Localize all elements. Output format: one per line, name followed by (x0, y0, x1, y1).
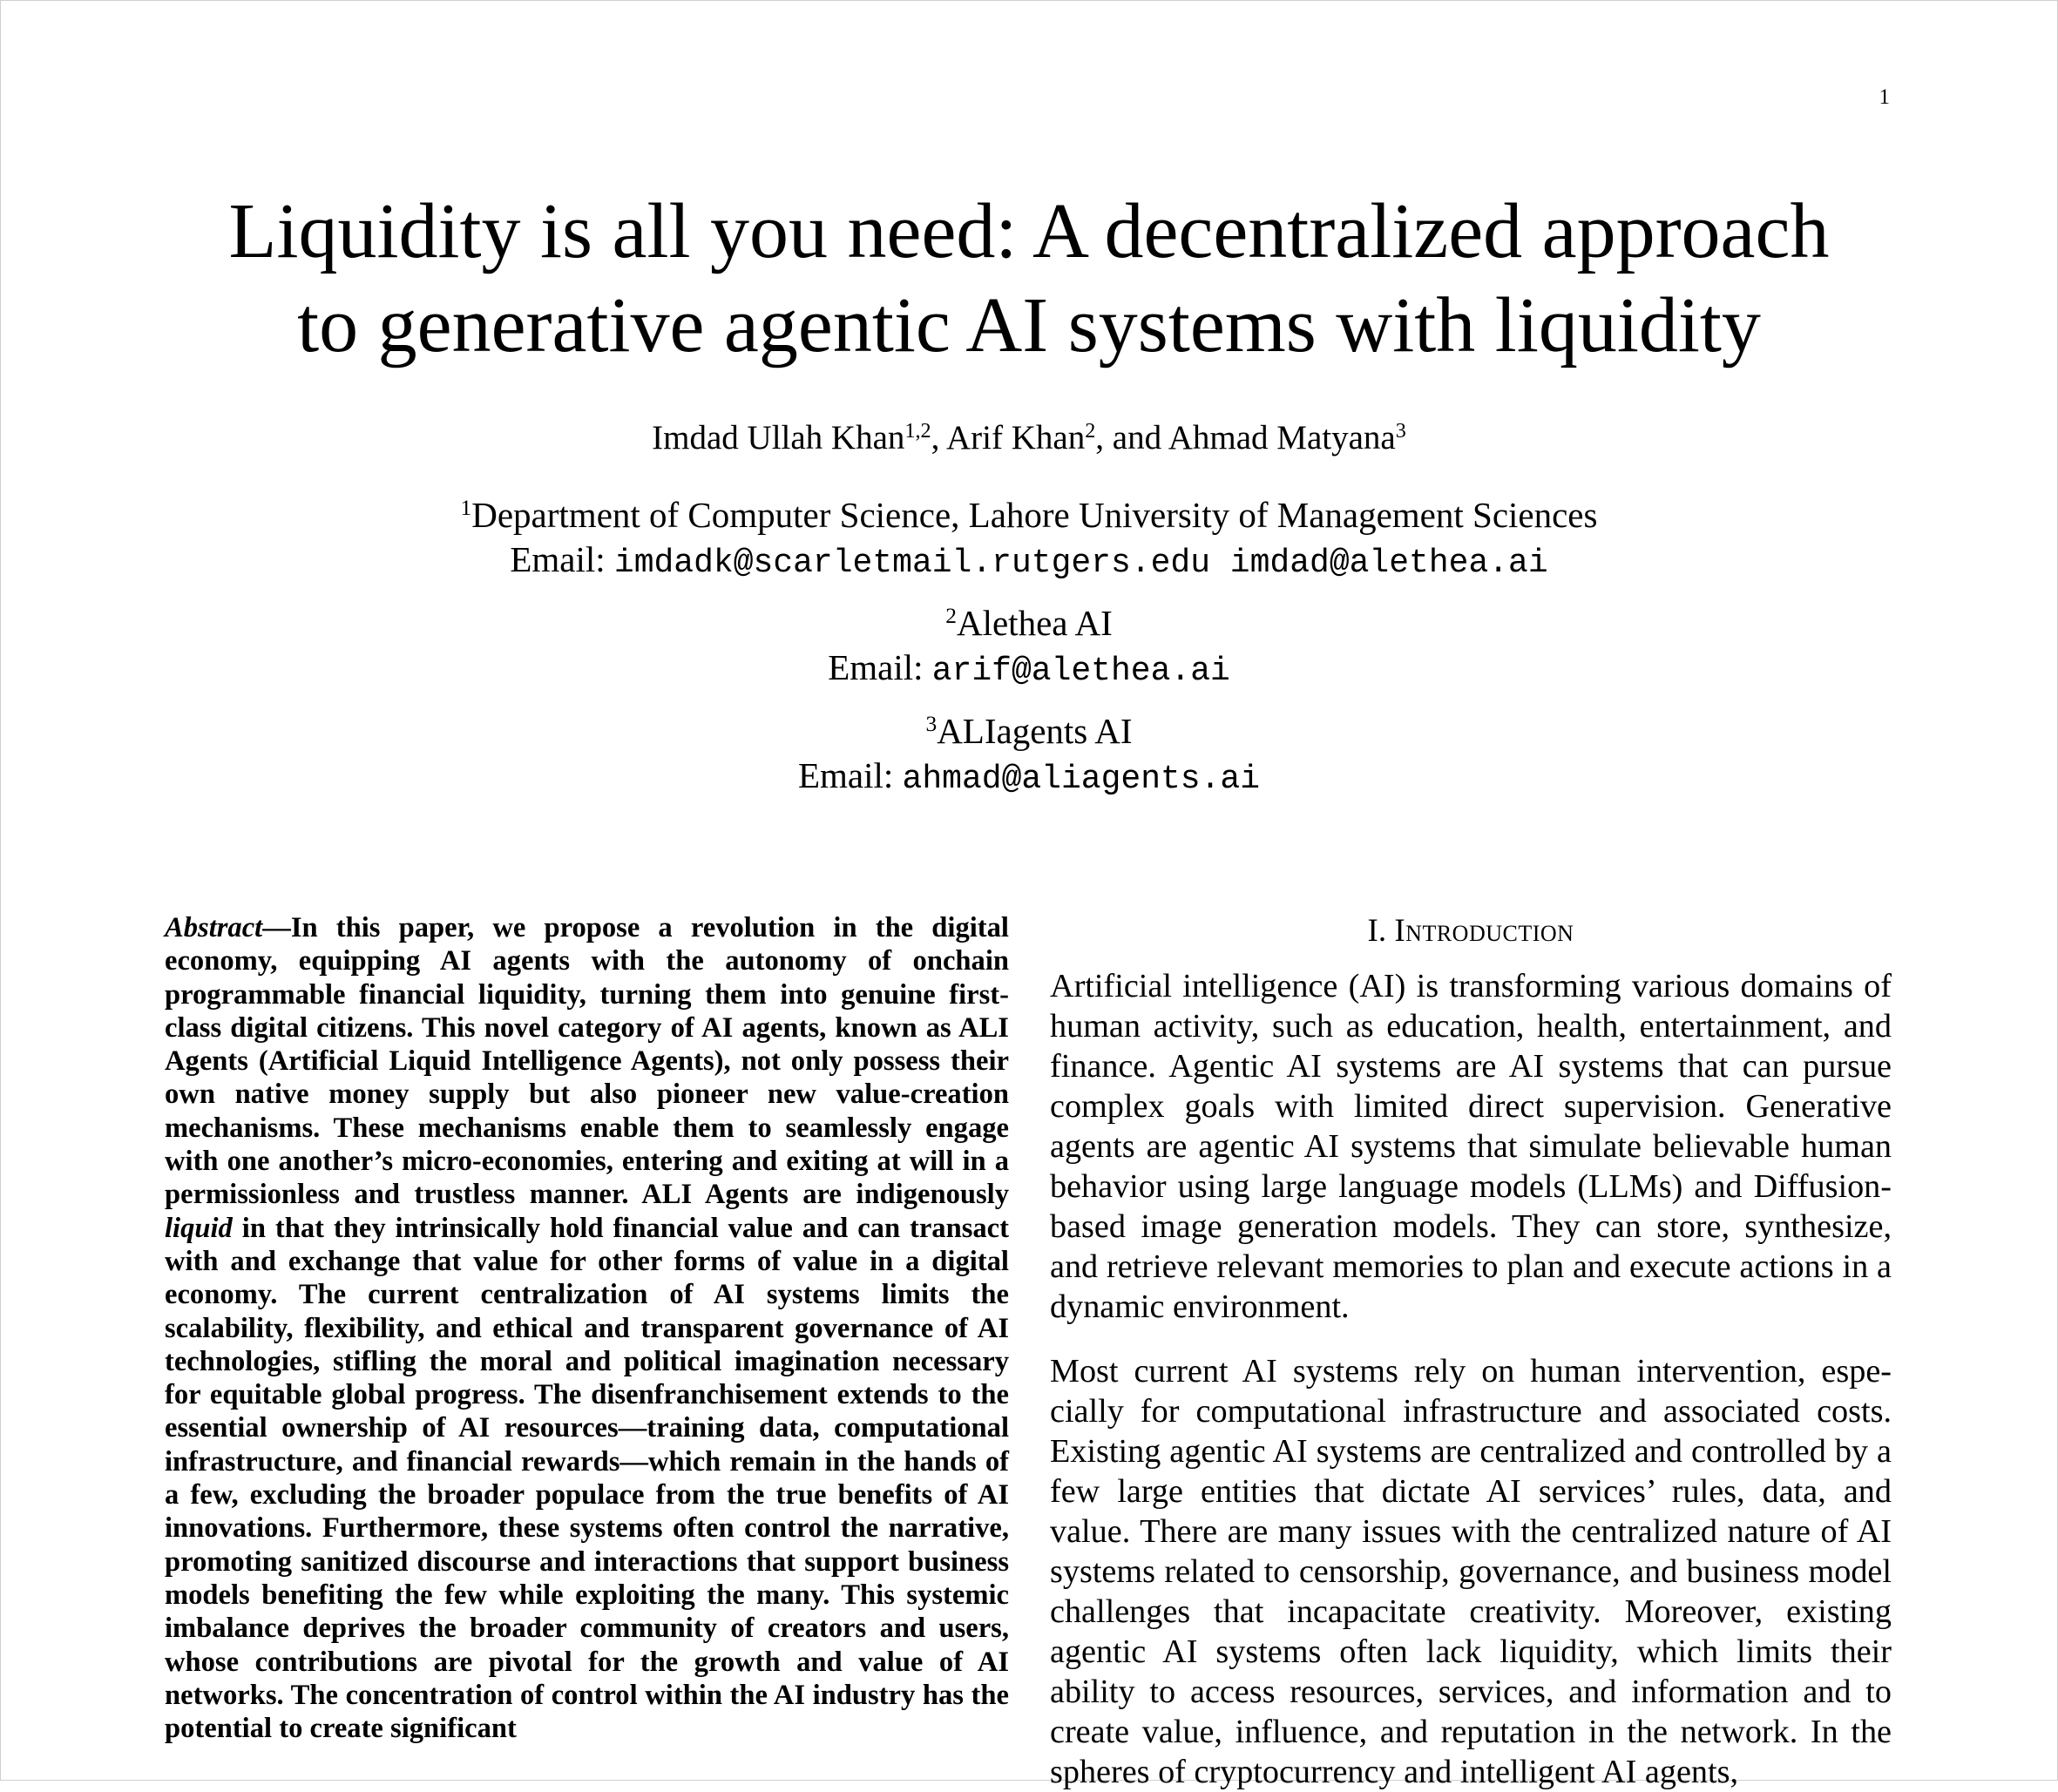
author-affiliation-marker: 2 (1085, 418, 1096, 443)
affiliation-email-line (0, 538, 2058, 585)
section-heading-introduction (1050, 912, 1892, 950)
author-name: Ahmad Matyana (1168, 419, 1396, 456)
affiliation-marker: 2 (945, 604, 957, 629)
author-separator: , and (1095, 419, 1168, 456)
affiliation-1 (0, 493, 2058, 585)
intro-paragraph-2: Most current AI systems rely on human intervention, especially for computational infrastructure and associated costs. Existing agentic AI systems are centralized and controlled by a few large entities that dictate AI services’ rules, data, and value. There are many issues with the centralized nature of AI systems related to censorship, governance, and business model challenges that incapacitate creativity. Moreover, existing agentic AI systems often lack liquidity, which limits their ability to access resources, services, and information and to create value, influence, and reputation in the network. In the spheres of cryptocurrency and intelligent AI agents, (1050, 1353, 1892, 1790)
title-line-2: to generative agentic AI systems with liquidity (297, 282, 1761, 369)
abstract-dash: — (262, 912, 291, 943)
abstract-italic-word: liquid (165, 1212, 233, 1244)
abstract-label: Abstract (165, 912, 263, 943)
email-address[interactable]: ahmad@aliagents.ai (902, 761, 1261, 798)
email-label: Email: (510, 539, 614, 579)
author-affiliation-marker: 3 (1395, 418, 1406, 443)
abstract-text-1: In this paper, we propose a revolution in the digital economy, equipping AI agents with the autonomy of onchain programmable financial liquidity, turning them into genuine first-class digital citizens. This novel category of AI agents, known as ALI Agents (Artificial Liquid Intelligence Agents), not only possess their own native money supply but also pioneer new value-creation mechanisms. These mechanisms enable them to seamlessly engage with one another’s micro-economies, entering and exiting at will in a permissionless and trustless manner. ALI Agents are indigenously (165, 912, 1009, 1211)
email-label: Email: (828, 647, 932, 687)
affiliation-name (0, 601, 2058, 646)
title-line-1: Liquidity is all you need: A decentralized approach (228, 188, 1830, 274)
section-numeral: I. (1367, 913, 1395, 949)
author-separator: , (931, 419, 946, 456)
affiliation-3 (0, 709, 2058, 801)
author-affiliation-marker: 1,2 (904, 418, 931, 443)
affiliation-name-text: Department of Computer Science, Lahore University of Management Sciences (471, 495, 1598, 535)
affiliation-marker: 1 (460, 496, 472, 521)
affiliation-marker: 3 (925, 712, 938, 737)
section-title: Introduction (1394, 913, 1574, 949)
affiliation-name-text: ALIagents AI (937, 711, 1133, 751)
author-list (0, 416, 2058, 460)
author-name: Imdad Ullah Khan (652, 419, 905, 456)
affiliation-email-line (0, 754, 2058, 801)
affiliation-email-line (0, 646, 2058, 693)
affiliation-name (0, 709, 2058, 754)
affiliation-name-text: Alethea AI (956, 603, 1113, 643)
email-address[interactable]: arif@alethea.ai (931, 653, 1230, 690)
email-address[interactable]: imdadk@scarletmail.rutgers.edu imdad@alethea.ai (613, 544, 1548, 582)
affiliation-name (0, 493, 2058, 538)
email-label: Email: (797, 755, 903, 795)
abstract (165, 911, 1009, 1745)
author-name: Arif Khan (946, 419, 1086, 456)
paper-title (0, 185, 2058, 373)
intro-paragraph-1: Artificial intelligence (AI) is transforming various domains of human activity, such as education, health, entertainment, and finance. Agentic AI systems are AI systems that can pursue complex goals with limited direct supervision. Generative agents are agentic AI systems that simulate believable human behavior using large language models (LLMs) and Diffusion-based image generation models. They can store, synthesize, and retrieve relevant memories to plan and execute actions in a dynamic environment. (1050, 968, 1892, 1325)
affiliation-2 (0, 601, 2058, 693)
page-number: 1 (1879, 85, 1890, 109)
abstract-text-2: in that they intrinsically hold financial value and can transact with and exchange that value for other forms of value in a digital economy. The current centralization of AI systems limits the scalability, flexibility, and ethical and transparent governance of AI technologies, stifling the moral and political imagination necessary for equitable global progress. The disenfranchisement extends to the essential ownership of AI resources—training data, computational infrastructure, and financial rewards—which remain in the hands of a few, excluding the broader populace from the true benefits of AI innovations. Furthermore, these systems often control the narrative, promoting sanitized discourse and interactions that support business models benefiting the few while exploiting the many. This systemic imbalance deprives the broader community of creators and users, whose contributions are pivotal for the growth and value of AI networks. The concentration of control within the AI industry has the potential to create significant (165, 1212, 1009, 1745)
